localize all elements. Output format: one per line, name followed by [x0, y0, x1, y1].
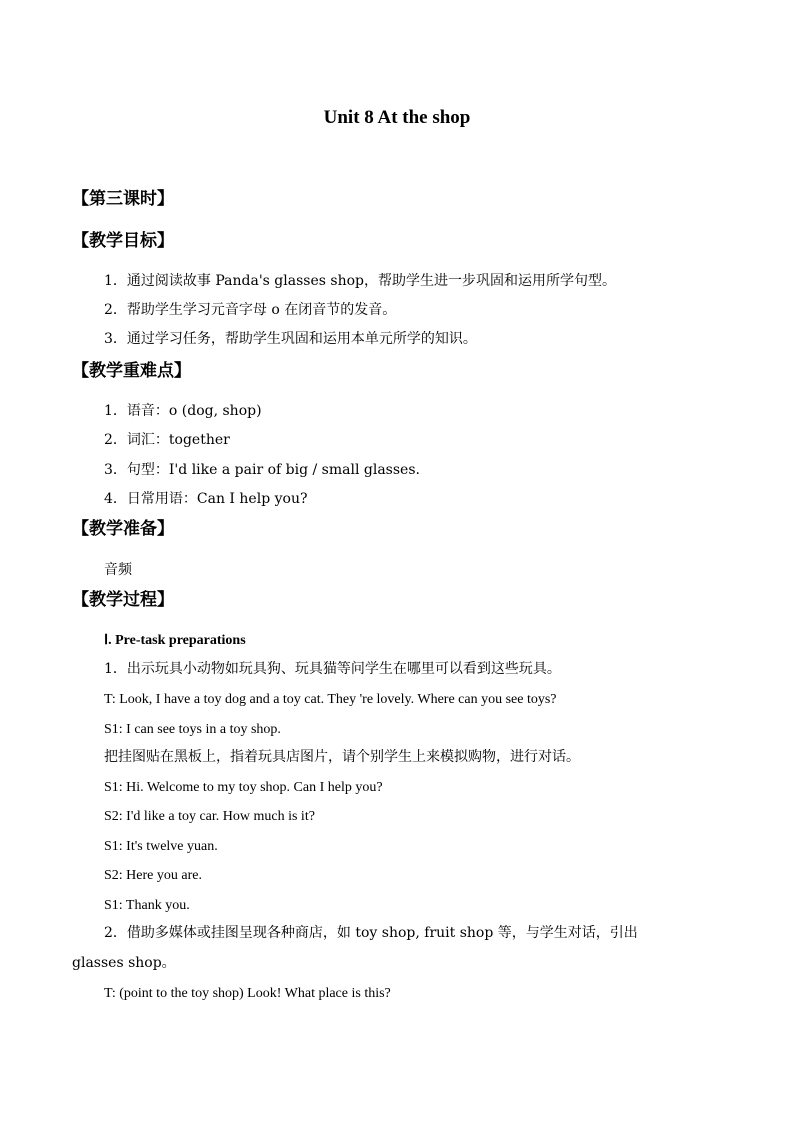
process-line: glasses shop。 [72, 955, 176, 971]
key-point-item: 4．日常用语：Can I help you? [104, 491, 308, 507]
objective-item: 3．通过学习任务，帮助学生巩固和运用本单元所学的知识。 [104, 331, 477, 347]
objective-item: 1．通过阅读故事 Panda's glasses shop，帮助学生进一步巩固和运用所学句型。 [104, 273, 616, 289]
process-line: 1．出示玩具小动物如玩具狗、玩具猫等问学生在哪里可以看到这些玩具。 [104, 661, 561, 677]
key-point-item: 2．词汇：together [104, 432, 230, 448]
process-line: 2．借助多媒体或挂图呈现各种商店，如 toy shop, fruit shop 等，与学生对话，引出 [104, 925, 638, 941]
objective-item: 2．帮助学生学习元音字母 o 在闭音节的发音。 [104, 302, 397, 318]
preparation-content: 音频 [104, 562, 132, 578]
dialogue-line: S1: Hi. Welcome to my toy shop. Can I help you? [104, 780, 383, 795]
page-title: Unit 8 At the shop [323, 107, 471, 128]
process-heading: 【教学过程】 [72, 590, 174, 610]
dialogue-line: S1: It's twelve yuan. [104, 839, 218, 854]
process-subheading: Ⅰ. Pre-task preparations [104, 633, 246, 648]
dialogue-line: S2: Here you are. [104, 868, 202, 883]
process-line: 把挂图贴在黑板上，指着玩具店图片，请个别学生上来模拟购物，进行对话。 [104, 749, 580, 765]
dialogue-line: S1: I can see toys in a toy shop. [104, 722, 281, 737]
objectives-heading: 【教学目标】 [72, 231, 174, 251]
key-points-heading: 【教学重难点】 [72, 361, 191, 381]
key-point-item: 3．句型：I'd like a pair of big / small glasses. [104, 462, 420, 478]
key-point-item: 1．语音：o (dog, shop) [104, 403, 262, 419]
dialogue-line: S1: Thank you. [104, 898, 190, 913]
dialogue-line: T: (point to the toy shop) Look! What place is this? [104, 986, 391, 1001]
lesson-heading: 【第三课时】 [72, 189, 174, 209]
preparation-heading: 【教学准备】 [72, 519, 174, 539]
dialogue-line: S2: I'd like a toy car. How much is it? [104, 809, 315, 824]
dialogue-line: T: Look, I have a toy dog and a toy cat. They 're lovely. Where can you see toys? [104, 692, 557, 707]
